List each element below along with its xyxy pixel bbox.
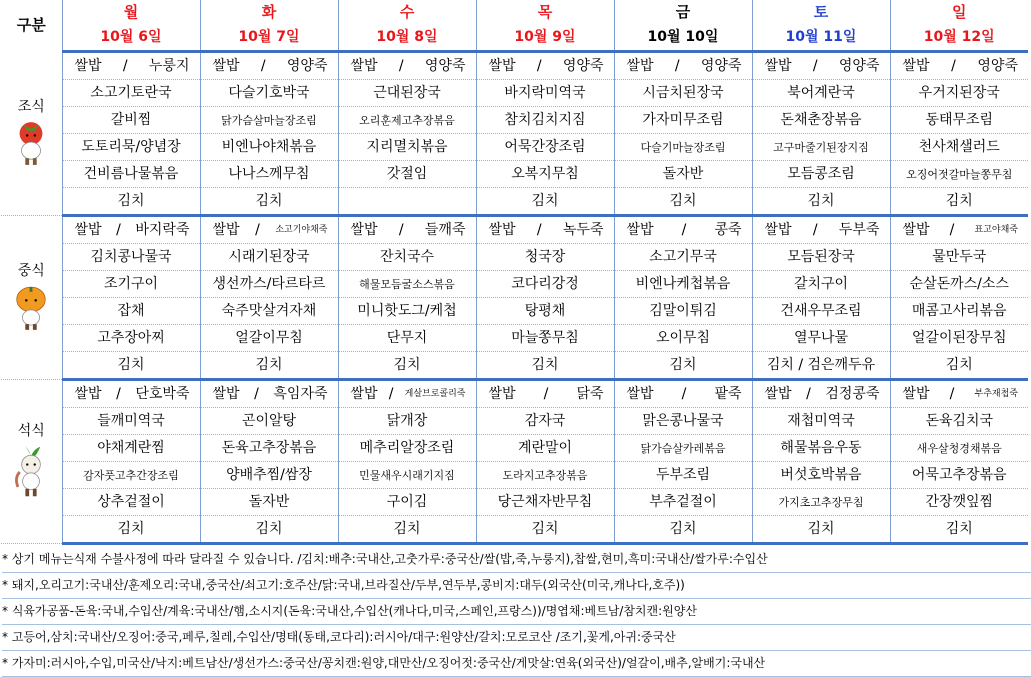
- menu-cell: 김말이튀김: [614, 298, 752, 325]
- menu-cell: 오이무침: [614, 325, 752, 352]
- menu-cell: 도라지고추장볶음: [476, 462, 614, 489]
- menu-cell: 비엔나야채볶음: [200, 134, 338, 161]
- rice-item: 쌀밥: [626, 385, 654, 402]
- rice-item: 쌀밥: [488, 385, 516, 402]
- menu-cell-rice-porridge: [752, 380, 890, 408]
- menu-cell-rice-porridge: [476, 52, 614, 80]
- separator: /: [388, 385, 394, 402]
- menu-cell: 닭가슴살마늘장조림: [200, 107, 338, 134]
- separator: /: [254, 385, 259, 402]
- menu-cell: 얼갈이무침: [200, 325, 338, 352]
- menu-cell: 상추겉절이: [62, 489, 200, 516]
- menu-cell: 김치 / 검은깨두유: [752, 352, 890, 380]
- day-name-header: 금: [614, 0, 752, 25]
- menu-cell: 비엔나케첩볶음: [614, 271, 752, 298]
- menu-cell: 김치: [476, 516, 614, 544]
- menu-cell: 다슬기호박국: [200, 80, 338, 107]
- menu-cell: 조기구이: [62, 271, 200, 298]
- origin-note-line: * 가자미:러시아,수입,미국산/낙지:베트남산/생선가스:중국산/꽁치캔:원양,대만산/오징어젓:중국산/게맛살:연육(외국산)/얼갈이,배추,알배기:국내산: [2, 651, 1031, 677]
- porridge-item: 바지락죽: [135, 221, 190, 238]
- menu-cell: 해물볶음우동: [752, 435, 890, 462]
- menu-cell: 돈육고추장볶음: [200, 435, 338, 462]
- menu-cell: 참치김치지짐: [476, 107, 614, 134]
- menu-cell: 맑은콩나물국: [614, 408, 752, 435]
- porridge-item: 영양죽: [424, 57, 466, 74]
- menu-cell-rice-porridge: [614, 380, 752, 408]
- menu-cell: 코다리강정: [476, 271, 614, 298]
- porridge-item: 흑임자죽: [273, 385, 328, 402]
- menu-cell: 바지락미역국: [476, 80, 614, 107]
- menu-cell: 물만두국: [890, 244, 1028, 271]
- origin-note-line: * 상기 메뉴는식재 수불사정에 따라 달라질 수 있습니다. /김치:배추:국내산,고춧가루:중국산/쌀(밥,죽,누룽지),찹쌀,현미,흑미:국내산/쌀가루:수입산: [2, 547, 1031, 573]
- menu-cell: 모듬된장국: [752, 244, 890, 271]
- menu-cell: 재첩미역국: [752, 408, 890, 435]
- origin-note-line: * 식육가공품-돈육:국내,수입산/계육:국내산/햄,소시지(돈육:국내산,수입산(캐나다,미국,스페인,프랑스))/명엽채:베트남/참치캔:원양산: [2, 599, 1031, 625]
- rice-item: 쌀밥: [764, 385, 792, 402]
- day-name-header: 월: [62, 0, 200, 25]
- rice-item: 쌀밥: [74, 221, 102, 238]
- rice-item: 쌀밥: [74, 385, 102, 402]
- day-name-header: 일: [890, 0, 1028, 25]
- menu-cell: 미니핫도그/케첩: [338, 298, 476, 325]
- separator: /: [674, 57, 680, 74]
- day-date-header: 10월 10일: [614, 25, 752, 52]
- menu-cell: 북어계란국: [752, 80, 890, 107]
- day-name-header: 수: [338, 0, 476, 25]
- menu-cell: 김치: [62, 352, 200, 380]
- menu-cell: 고추장아찌: [62, 325, 200, 352]
- menu-cell: 김치: [614, 352, 752, 380]
- menu-cell: 오복지무침: [476, 161, 614, 188]
- porridge-item: 누룽지: [148, 57, 190, 74]
- menu-cell: 야채계란찜: [62, 435, 200, 462]
- separator: /: [951, 57, 956, 74]
- menu-cell: 잔치국수: [338, 244, 476, 271]
- porridge-item: 영양죽: [286, 57, 328, 74]
- day-date-header: 10월 8일: [338, 25, 476, 52]
- menu-cell: 돌자반: [614, 161, 752, 188]
- origin-note-line: * 고등어,삼치:국내산/오징어:중국,페루,칠레,수입산/명태(동태,코다리):러시아/대구:원양산/갈치:모로코산 /조기,꽃게,아귀:중국산: [2, 625, 1031, 651]
- menu-cell: 돌자반: [200, 489, 338, 516]
- separator: /: [949, 385, 955, 402]
- menu-cell-rice-porridge: [62, 380, 200, 408]
- gubun-header: 구분: [16, 16, 46, 35]
- menu-cell: 숙주맛살겨자채: [200, 298, 338, 325]
- rice-item: 쌀밥: [764, 221, 792, 238]
- porridge-item: 녹두죽: [562, 221, 604, 238]
- radish-mascot-icon: [12, 444, 50, 500]
- menu-cell: 잡채: [62, 298, 200, 325]
- menu-cell: 오리훈제고추장볶음: [338, 107, 476, 134]
- menu-cell: 김치: [614, 516, 752, 544]
- separator: /: [806, 385, 811, 402]
- menu-cell: 소고기토란국: [62, 80, 200, 107]
- menu-cell-rice-porridge: [62, 216, 200, 244]
- menu-cell: 김치: [200, 516, 338, 544]
- menu-cell: 가지초고추장무침: [752, 489, 890, 516]
- porridge-item: 단호박죽: [135, 385, 190, 402]
- menu-cell: 감자국: [476, 408, 614, 435]
- menu-cell: 우거지된장국: [890, 80, 1028, 107]
- menu-cell: 양배추찜/쌈장: [200, 462, 338, 489]
- porridge-item: 콩죽: [714, 221, 742, 238]
- menu-cell: 얼갈이된장무침: [890, 325, 1028, 352]
- menu-cell: 간장깻잎찜: [890, 489, 1028, 516]
- separator: /: [260, 57, 266, 74]
- rice-item: 쌀밥: [626, 57, 654, 74]
- menu-cell: 김치: [752, 188, 890, 216]
- menu-cell: 돈육김치국: [890, 408, 1028, 435]
- menu-cell: 매콤고사리볶음: [890, 298, 1028, 325]
- menu-cell: 김치: [476, 188, 614, 216]
- menu-cell: 들깨미역국: [62, 408, 200, 435]
- menu-cell: 김치: [200, 352, 338, 380]
- menu-cell: 마늘쫑무침: [476, 325, 614, 352]
- porridge-item: 부추재첩죽: [974, 388, 1018, 399]
- menu-cell: 김치: [476, 352, 614, 380]
- day-date-header: 10월 9일: [476, 25, 614, 52]
- meal-label: 중식: [17, 263, 45, 279]
- menu-cell: 근대된장국: [338, 80, 476, 107]
- meal-menu-table: [1, 0, 1028, 545]
- menu-cell: 김치: [890, 516, 1028, 544]
- separator: /: [812, 221, 818, 238]
- separator: /: [536, 221, 542, 238]
- menu-cell: 김치: [62, 516, 200, 544]
- menu-cell: 어묵간장조림: [476, 134, 614, 161]
- meal-label: 석식: [17, 423, 45, 439]
- rice-item: 쌀밥: [626, 221, 654, 238]
- separator: /: [398, 57, 404, 74]
- menu-cell: 도토리묵/양념장: [62, 134, 200, 161]
- menu-cell-rice-porridge: [476, 216, 614, 244]
- rice-item: 쌀밥: [212, 221, 240, 238]
- menu-cell: 돈채춘장볶음: [752, 107, 890, 134]
- menu-cell-rice-porridge: [338, 216, 476, 244]
- porridge-item: 영양죽: [838, 57, 880, 74]
- menu-cell: 건비름나물볶음: [62, 161, 200, 188]
- menu-cell: 단무지: [338, 325, 476, 352]
- menu-cell: 청국장: [476, 244, 614, 271]
- menu-cell: 나나스께무침: [200, 161, 338, 188]
- day-name-header: 토: [752, 0, 890, 25]
- menu-cell: 민물새우시래기지짐: [338, 462, 476, 489]
- menu-cell-rice-porridge: [890, 380, 1028, 408]
- tomato-mascot-icon: [12, 120, 50, 168]
- separator: /: [681, 385, 687, 402]
- menu-cell-rice-porridge: [614, 52, 752, 80]
- meal-category-breakfast: [1, 52, 62, 216]
- menu-cell: 김치: [338, 352, 476, 380]
- menu-cell: 오징어젓갈마늘쫑무침: [890, 161, 1028, 188]
- porridge-item: 게살브로콜리죽: [404, 388, 466, 399]
- menu-cell: 당근채자반무침: [476, 489, 614, 516]
- menu-cell: 고구마줄기된장지짐: [752, 134, 890, 161]
- rice-item: 쌀밥: [350, 385, 378, 402]
- rice-item: 쌀밥: [488, 57, 516, 74]
- menu-cell: 갈치구이: [752, 271, 890, 298]
- menu-cell: 부추겉절이: [614, 489, 752, 516]
- day-name-header: 화: [200, 0, 338, 25]
- day-date-header: 10월 12일: [890, 25, 1028, 52]
- menu-cell: 탕평채: [476, 298, 614, 325]
- rice-item: 쌀밥: [902, 57, 930, 74]
- rice-item: 쌀밥: [902, 385, 930, 402]
- origin-notes: [0, 547, 1031, 677]
- separator: /: [949, 221, 955, 238]
- separator: /: [116, 385, 121, 402]
- menu-cell: 김치: [890, 352, 1028, 380]
- menu-cell-rice-porridge: [200, 52, 338, 80]
- menu-cell: [338, 188, 476, 216]
- rice-item: 쌀밥: [488, 221, 516, 238]
- pumpkin-mascot-icon: [12, 284, 50, 332]
- menu-cell: 모듬콩조림: [752, 161, 890, 188]
- porridge-item: 영양죽: [977, 57, 1018, 74]
- rice-item: 쌀밥: [764, 57, 792, 74]
- menu-cell: 가자미무조림: [614, 107, 752, 134]
- rice-item: 쌀밥: [350, 221, 378, 238]
- menu-cell: 생선까스/타르타르: [200, 271, 338, 298]
- porridge-item: 닭죽: [576, 385, 604, 402]
- separator: /: [536, 57, 542, 74]
- menu-cell: 어묵고추장볶음: [890, 462, 1028, 489]
- menu-cell-rice-porridge: [890, 52, 1028, 80]
- menu-cell: 김치콩나물국: [62, 244, 200, 271]
- menu-cell-rice-porridge: [752, 52, 890, 80]
- menu-cell: 소고기무국: [614, 244, 752, 271]
- menu-cell: 김치: [338, 516, 476, 544]
- separator: /: [398, 221, 404, 238]
- rice-item: 쌀밥: [74, 57, 102, 74]
- menu-cell: 곤이알탕: [200, 408, 338, 435]
- menu-cell: 김치: [752, 516, 890, 544]
- menu-cell: 김치: [200, 188, 338, 216]
- menu-cell-rice-porridge: [338, 52, 476, 80]
- menu-cell: 천사채샐러드: [890, 134, 1028, 161]
- menu-cell-rice-porridge: [338, 380, 476, 408]
- porridge-item: 소고기야채죽: [275, 224, 328, 235]
- menu-cell: 김치: [890, 188, 1028, 216]
- rice-item: 쌀밥: [212, 57, 240, 74]
- menu-cell: 순살돈까스/소스: [890, 271, 1028, 298]
- day-date-header: 10월 6일: [62, 25, 200, 52]
- menu-cell: 닭가슴살카레볶음: [614, 435, 752, 462]
- menu-cell: 다슬기마늘장조림: [614, 134, 752, 161]
- menu-cell: 계란말이: [476, 435, 614, 462]
- separator: /: [255, 221, 260, 238]
- meal-label: 조식: [17, 98, 45, 115]
- porridge-item: 표고야채죽: [974, 224, 1018, 235]
- porridge-item: 들깨죽: [424, 221, 466, 238]
- rice-item: 쌀밥: [212, 385, 240, 402]
- day-name-header: 목: [476, 0, 614, 25]
- menu-cell-rice-porridge: [200, 380, 338, 408]
- menu-cell: 건새우무조림: [752, 298, 890, 325]
- menu-cell: 새우살청경채볶음: [890, 435, 1028, 462]
- menu-cell: 두부조림: [614, 462, 752, 489]
- separator: /: [122, 57, 128, 74]
- menu-cell: 버섯호박볶음: [752, 462, 890, 489]
- day-date-header: 10월 11일: [752, 25, 890, 52]
- meal-category-lunch: [1, 216, 62, 380]
- menu-cell: 지리멸치볶음: [338, 134, 476, 161]
- menu-cell: 갓절임: [338, 161, 476, 188]
- menu-cell-rice-porridge: [476, 380, 614, 408]
- porridge-item: 영양죽: [562, 57, 604, 74]
- menu-cell-rice-porridge: [752, 216, 890, 244]
- separator: /: [116, 221, 121, 238]
- menu-cell: 김치: [614, 188, 752, 216]
- origin-note-line: * 돼지,오리고기:국내산/훈제오리:국내,중국산/쇠고기:호주산/닭:국내,브라질산/두부,연두부,콩비지:대두(외국산(미국,캐나다,호주)): [2, 573, 1031, 599]
- menu-cell: 메추리알장조림: [338, 435, 476, 462]
- separator: /: [812, 57, 818, 74]
- porridge-item: 검정콩죽: [825, 385, 880, 402]
- menu-cell-rice-porridge: [62, 52, 200, 80]
- menu-cell: 시금치된장국: [614, 80, 752, 107]
- menu-cell: 갈비찜: [62, 107, 200, 134]
- rice-item: 쌀밥: [350, 57, 378, 74]
- menu-cell: 구이김: [338, 489, 476, 516]
- porridge-item: 두부죽: [838, 221, 880, 238]
- day-date-header: 10월 7일: [200, 25, 338, 52]
- menu-cell: 동태무조림: [890, 107, 1028, 134]
- menu-cell: 닭개장: [338, 408, 476, 435]
- menu-cell-rice-porridge: [614, 216, 752, 244]
- menu-cell-rice-porridge: [200, 216, 338, 244]
- separator: /: [543, 385, 549, 402]
- menu-cell: 해물모듬굴소스볶음: [338, 271, 476, 298]
- menu-cell: 시래기된장국: [200, 244, 338, 271]
- rice-item: 쌀밥: [902, 221, 930, 238]
- porridge-item: 팥죽: [714, 385, 742, 402]
- menu-cell: 감자풋고추간장조림: [62, 462, 200, 489]
- separator: /: [681, 221, 687, 238]
- menu-cell: 김치: [62, 188, 200, 216]
- menu-cell: 열무나물: [752, 325, 890, 352]
- menu-cell-rice-porridge: [890, 216, 1028, 244]
- porridge-item: 영양죽: [700, 57, 742, 74]
- meal-category-dinner: [1, 380, 62, 544]
